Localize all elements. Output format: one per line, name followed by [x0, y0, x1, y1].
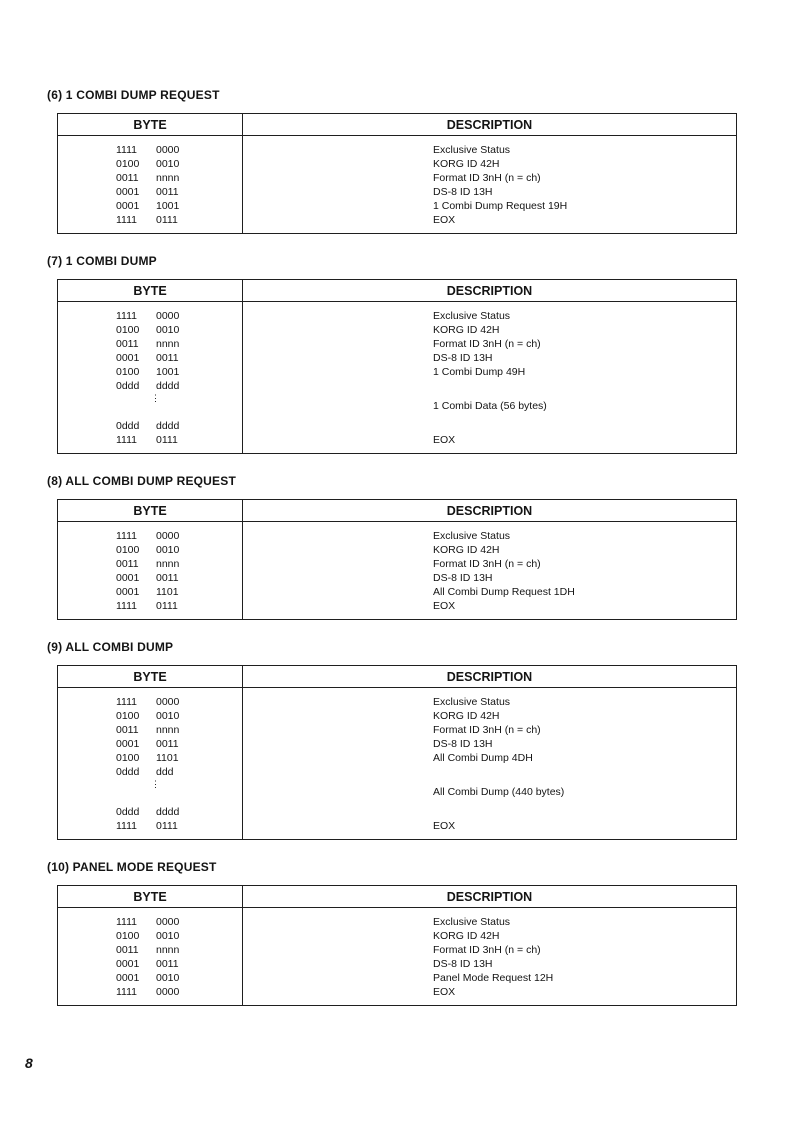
section-title: (8) ALL COMBI DUMP REQUEST	[47, 474, 236, 488]
description-value: DS-8 ID 13H	[433, 186, 493, 198]
byte-nibble: 0010	[156, 324, 180, 336]
byte-nibble: 0010	[156, 972, 180, 984]
column-header-description: DESCRIPTION	[243, 280, 736, 302]
byte-value	[58, 943, 242, 957]
byte-nibble: 0000	[156, 696, 180, 708]
byte-value	[58, 185, 242, 199]
byte-nibble: 0011	[116, 172, 139, 184]
byte-nibble: 0001	[116, 738, 140, 750]
byte-value	[58, 765, 242, 779]
byte-value	[58, 929, 242, 943]
description-value	[243, 765, 736, 779]
byte-nibble: 0000	[156, 310, 180, 322]
byte-nibble: 0100	[116, 158, 140, 170]
section-title: (7) 1 COMBI DUMP	[47, 254, 157, 268]
byte-nibble: ddd	[156, 766, 174, 778]
byte-nibble: 1111	[116, 696, 138, 708]
column-header-byte: BYTE	[58, 500, 243, 522]
description-value: DS-8 ID 13H	[433, 958, 493, 970]
column-header-description: DESCRIPTION	[243, 886, 736, 908]
byte-value	[58, 723, 242, 737]
byte-nibble: 0011	[116, 944, 139, 956]
byte-nibble: 1111	[116, 986, 138, 998]
byte-nibble: dddd	[156, 380, 180, 392]
description-value: 1 Combi Data (56 bytes)	[433, 400, 547, 412]
byte-nibble: 0100	[116, 752, 140, 764]
column-header-description: DESCRIPTION	[243, 114, 736, 136]
column-header-description: DESCRIPTION	[243, 666, 736, 688]
description-value: Format ID 3nH (n = ch)	[433, 724, 541, 736]
byte-nibble: 0100	[116, 544, 140, 556]
byte-value	[58, 433, 242, 447]
byte-value	[58, 751, 242, 765]
byte-nibble: 0100	[116, 930, 140, 942]
byte-nibble: dddd	[156, 806, 180, 818]
section-title: (9) ALL COMBI DUMP	[47, 640, 174, 654]
description-value: EOX	[433, 986, 456, 998]
description-value: KORG ID 42H	[433, 710, 500, 722]
byte-nibble: 0100	[116, 710, 140, 722]
byte-value	[58, 805, 242, 819]
byte-value	[58, 957, 242, 971]
description-value	[243, 805, 736, 819]
description-value: DS-8 ID 13H	[433, 572, 493, 584]
message-section	[47, 640, 737, 840]
description-value: Exclusive Status	[433, 916, 511, 928]
byte-nibble: 0010	[156, 930, 180, 942]
description-value	[243, 419, 736, 433]
description-value: All Combi Dump Request 1DH	[433, 586, 575, 598]
byte-nibble: 0111	[156, 820, 178, 832]
byte-value	[58, 737, 242, 751]
byte-value	[58, 599, 242, 613]
description-value: Panel Mode Request 12H	[433, 972, 554, 984]
byte-nibble: 0111	[156, 600, 178, 612]
byte-nibble: 0010	[156, 158, 180, 170]
byte-nibble: 0001	[116, 352, 140, 364]
byte-value	[58, 337, 242, 351]
description-column	[243, 136, 736, 233]
column-header-byte: BYTE	[58, 666, 243, 688]
byte-column	[58, 908, 243, 1005]
byte-nibble: dddd	[156, 420, 180, 432]
byte-value	[58, 709, 242, 723]
byte-nibble: 1111	[116, 600, 138, 612]
byte-nibble: 1101	[156, 586, 179, 598]
byte-value	[58, 543, 242, 557]
byte-nibble: 0100	[116, 366, 140, 378]
description-value: Exclusive Status	[433, 144, 511, 156]
byte-nibble: 0010	[156, 710, 180, 722]
description-column	[243, 302, 736, 453]
byte-value	[58, 695, 242, 709]
byte-nibble: 0010	[156, 544, 180, 556]
description-value: 1 Combi Dump Request 19H	[433, 200, 568, 212]
message-section	[47, 254, 737, 454]
byte-value	[58, 157, 242, 171]
description-value: Format ID 3nH (n = ch)	[433, 338, 541, 350]
description-value: All Combi Dump (440 bytes)	[433, 786, 565, 798]
byte-column	[58, 302, 243, 453]
byte-nibble: 0000	[156, 144, 180, 156]
byte-nibble: nnnn	[156, 558, 180, 570]
byte-nibble: 1111	[116, 144, 138, 156]
description-value: Format ID 3nH (n = ch)	[433, 558, 541, 570]
byte-nibble: 0001	[116, 200, 140, 212]
byte-value	[58, 199, 242, 213]
byte-nibble: 0011	[116, 338, 139, 350]
byte-nibble: 0011	[156, 352, 179, 364]
message-section	[47, 860, 737, 1006]
description-column	[243, 908, 736, 1005]
byte-nibble: 1111	[116, 820, 138, 832]
byte-value	[58, 379, 242, 393]
byte-nibble: 0100	[116, 324, 140, 336]
byte-nibble: 0001	[116, 586, 140, 598]
description-value: 1 Combi Dump 49H	[433, 366, 526, 378]
description-column	[243, 688, 736, 839]
byte-nibble: 0ddd	[116, 806, 140, 818]
description-value	[243, 379, 736, 393]
byte-description-table	[57, 279, 737, 454]
byte-nibble: nnnn	[156, 724, 180, 736]
byte-column	[58, 688, 243, 839]
byte-value	[58, 971, 242, 985]
byte-nibble: 1001	[156, 200, 180, 212]
description-value: All Combi Dump 4DH	[433, 752, 533, 764]
byte-nibble: 1111	[116, 530, 138, 542]
byte-nibble: nnnn	[156, 338, 180, 350]
byte-nibble: 0000	[156, 916, 180, 928]
byte-nibble: 0011	[116, 724, 139, 736]
byte-value	[58, 529, 242, 543]
column-header-byte: BYTE	[58, 114, 243, 136]
description-value: KORG ID 42H	[433, 324, 500, 336]
byte-ellipsis: ⋮	[151, 779, 160, 789]
byte-nibble: 0111	[156, 214, 178, 226]
byte-nibble: 0000	[156, 530, 180, 542]
description-value: Format ID 3nH (n = ch)	[433, 944, 541, 956]
description-value: KORG ID 42H	[433, 930, 500, 942]
byte-value	[58, 571, 242, 585]
byte-description-table	[57, 499, 737, 620]
byte-nibble: 1111	[116, 310, 138, 322]
byte-column	[58, 522, 243, 619]
description-value: DS-8 ID 13H	[433, 352, 493, 364]
byte-value	[58, 143, 242, 157]
byte-column	[58, 136, 243, 233]
description-value: EOX	[433, 600, 456, 612]
description-value: Exclusive Status	[433, 530, 511, 542]
description-value: Exclusive Status	[433, 310, 511, 322]
byte-value	[58, 915, 242, 929]
description-value: DS-8 ID 13H	[433, 738, 493, 750]
section-title: (10) PANEL MODE REQUEST	[47, 860, 217, 874]
byte-value	[58, 819, 242, 833]
byte-nibble: 0011	[156, 958, 179, 970]
byte-value	[58, 213, 242, 227]
description-column	[243, 522, 736, 619]
byte-value	[58, 365, 242, 379]
byte-nibble: 0011	[156, 738, 179, 750]
description-value: EOX	[433, 214, 456, 226]
page-number: 8	[25, 1055, 33, 1071]
description-value: EOX	[433, 820, 456, 832]
description-value: KORG ID 42H	[433, 158, 500, 170]
message-section	[47, 474, 737, 620]
byte-value	[58, 585, 242, 599]
byte-nibble: 0001	[116, 972, 140, 984]
byte-description-table	[57, 113, 737, 234]
section-title: (6) 1 COMBI DUMP REQUEST	[47, 88, 220, 102]
byte-nibble: 0001	[116, 572, 140, 584]
description-value: Exclusive Status	[433, 696, 511, 708]
byte-value	[58, 309, 242, 323]
column-header-byte: BYTE	[58, 280, 243, 302]
byte-nibble: 0011	[116, 558, 139, 570]
column-header-description: DESCRIPTION	[243, 500, 736, 522]
byte-nibble: 0011	[156, 186, 179, 198]
byte-nibble: 0ddd	[116, 380, 140, 392]
byte-nibble: 0ddd	[116, 766, 140, 778]
byte-nibble: 1111	[116, 214, 138, 226]
byte-value	[58, 171, 242, 185]
byte-ellipsis: ⋮	[151, 393, 160, 403]
byte-description-table	[57, 665, 737, 840]
byte-value	[58, 323, 242, 337]
byte-nibble: nnnn	[156, 172, 180, 184]
byte-nibble: 1001	[156, 366, 180, 378]
byte-value	[58, 557, 242, 571]
byte-nibble: 1101	[156, 752, 179, 764]
byte-nibble: 0001	[116, 958, 140, 970]
byte-nibble: 0011	[156, 572, 179, 584]
message-section	[47, 88, 737, 234]
byte-description-table	[57, 885, 737, 1006]
description-value: EOX	[433, 434, 456, 446]
byte-nibble: 0111	[156, 434, 178, 446]
byte-nibble: 0ddd	[116, 420, 140, 432]
description-value: Format ID 3nH (n = ch)	[433, 172, 541, 184]
description-value: KORG ID 42H	[433, 544, 500, 556]
column-header-byte: BYTE	[58, 886, 243, 908]
byte-nibble: nnnn	[156, 944, 180, 956]
byte-nibble: 0001	[116, 186, 140, 198]
byte-nibble: 1111	[116, 916, 138, 928]
byte-value	[58, 985, 242, 999]
byte-value	[58, 419, 242, 433]
byte-nibble: 1111	[116, 434, 138, 446]
byte-nibble: 0000	[156, 986, 180, 998]
byte-value	[58, 351, 242, 365]
